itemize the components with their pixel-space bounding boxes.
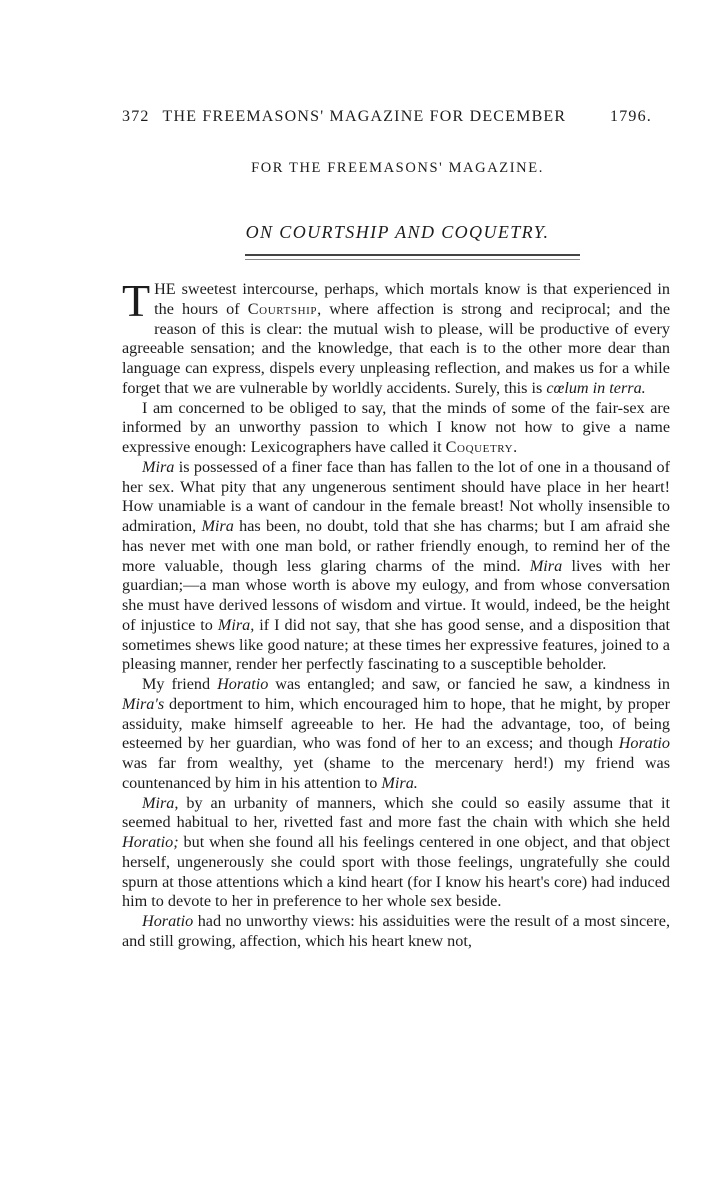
italic-name: Mira's — [122, 694, 165, 713]
paragraph-3 — [122, 458, 670, 675]
italic-name: Mira, — [217, 615, 255, 634]
italic-name: Mira — [201, 517, 234, 535]
text-run: , where affection is strong and reciprocal; and the reason of this is clear: the mutual wish to please, will be productive of every agreeable sensation; and the knowledge, that each is to the other more dear than language can express, dispels every unpleasing reflection, and makes us for a while forget that we are vulnerable by worldly accidents. Surely, this is — [122, 299, 670, 397]
latin-phrase: cœlum in terra. — [546, 378, 646, 397]
running-head-title: THE FREEMASONS' MAGAZINE FOR DECEMBER — [162, 108, 567, 125]
article-title: ON COURTSHIP AND COQUETRY. — [245, 222, 550, 242]
paragraph-4 — [122, 675, 670, 794]
article-body — [122, 275, 670, 952]
text-run: lives with her guardian;—a man whose worth is above my eulogy, and from whose conversation she must have derived lessons of wisdom and virtue. It would, indeed, be the height of injustice to — [122, 556, 670, 634]
text-run: by an urbanity of manners, which she could so easily assume that it seemed habitual to her, rivetted fast and more fast the chain with which she held — [122, 793, 670, 832]
text-run: deportment to him, which encouraged him to hope, that he might, by proper assiduity, make himself agreeable to her. He had the advantage, too, of being esteemed by her guardian, who was fond of her to an excess; and though — [122, 694, 670, 753]
italic-name: Mira — [142, 457, 175, 476]
text-run: I am concerned to be obliged to say, that the minds of some of the fair-sex are informed by an unworthy passion to which I know not how to give a name expressive enough: Lexicographers have called it — [122, 398, 670, 456]
page-number: 372 — [122, 108, 150, 125]
text-run: was far from wealthy, yet (shame to the mercenary herd!) my friend was countenanced by him in his attention to — [122, 754, 670, 792]
paragraph-5 — [122, 794, 670, 913]
text-run: My friend — [142, 675, 218, 693]
italic-name: Horatio; — [122, 833, 179, 851]
running-head-year: 1796. — [610, 108, 652, 125]
small-caps-word: Courtship — [247, 299, 318, 318]
italic-name: Mira. — [381, 773, 418, 792]
title-rule — [245, 254, 580, 260]
italic-name: Mira — [529, 556, 563, 575]
paragraph-6 — [122, 912, 670, 952]
paragraph-1 — [122, 275, 670, 399]
text-run: if I did not say, that she has good sense, and a disposition that sometimes shews like good nature; at these times her expressive features, joined to a pleasing manner, render her perfectly fascinating to a susceptible beholder. — [122, 615, 670, 674]
text-run: had no unworthy views: his assiduities were the result of a most sincere, and still growing, affection, which his heart knew not, — [122, 912, 670, 950]
section-heading: FOR THE FREEMASONS' MAGAZINE. — [251, 160, 544, 176]
italic-name: Mira, — [142, 793, 179, 812]
small-caps-word: Coquetry. — [445, 438, 518, 456]
italic-name: Horatio — [142, 912, 194, 930]
text-run: was entangled; and saw, or fancied he saw, a kindness in — [268, 675, 670, 693]
running-head — [122, 108, 652, 126]
drop-cap: T — [122, 275, 151, 326]
italic-name: Horatio — [217, 675, 269, 693]
paragraph-2 — [122, 399, 670, 458]
text-run: has been, no doubt, told that she has charms; but I am afraid she has never met with one man bold, or rather friendly enough, to remind her of the more valuable, though less glaring charms of the mind. — [122, 517, 670, 575]
text-run: is possessed of a finer face than has fallen to the lot of one in a thousand of her sex. What pity that any ungenerous sentiment should have place in her heart! How unamiable is a want of candour in the female breast! Not wholly insensible to admiration, — [122, 457, 670, 535]
text-run: but when she found all his feelings centered in one object, and that object herself, ungenerously she could sport with those feelings, ungratefully she could spurn at those attentions which a kind heart (for I know his heart's core) had induced him to devote to her in preference to her whole sex beside. — [122, 833, 670, 911]
text-run: HE sweetest intercourse, perhaps, which mortals know is that experienced in the hours of — [154, 280, 670, 318]
italic-name: Horatio — [618, 734, 670, 753]
